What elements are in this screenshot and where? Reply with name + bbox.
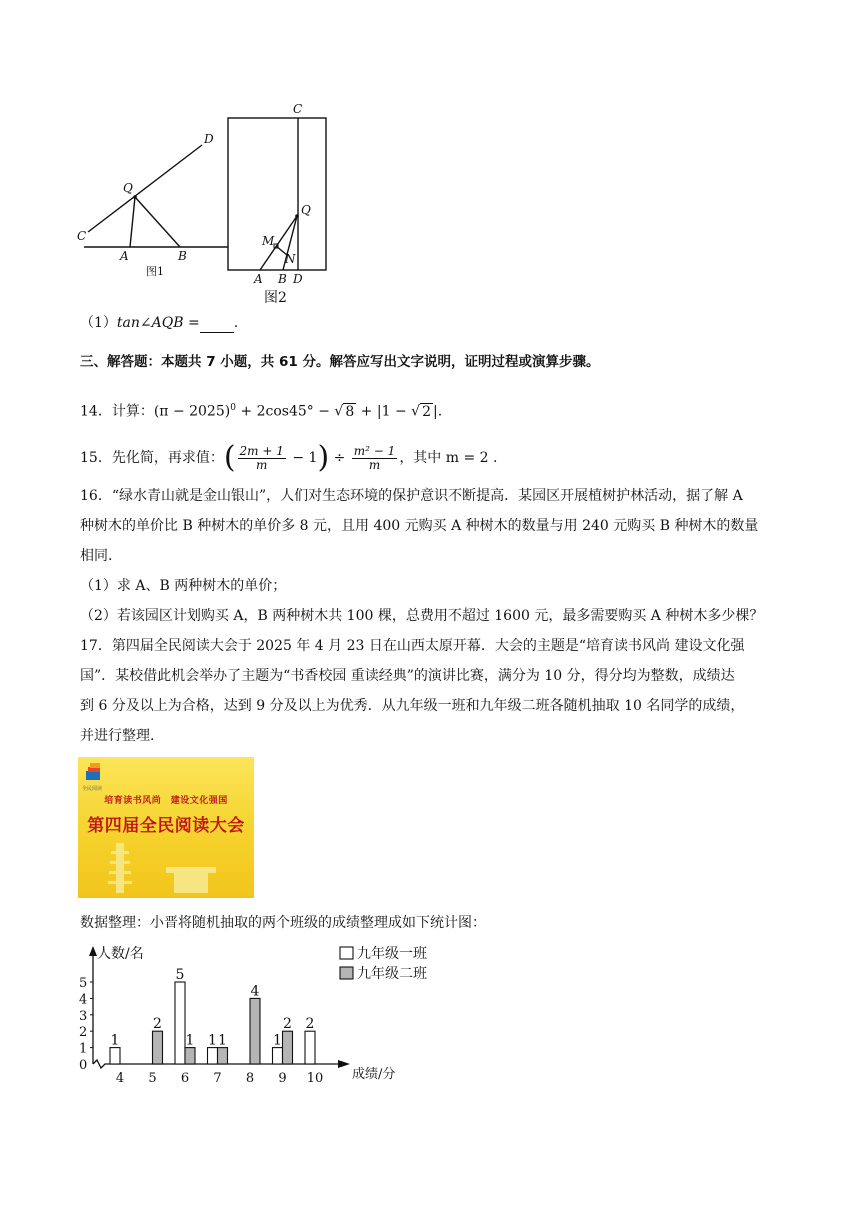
poster-brand: 全民阅读: [82, 786, 103, 792]
x-tick-label: 8: [245, 1071, 255, 1086]
x-tick-label: 4: [115, 1071, 125, 1086]
q15-frac1-den: m: [256, 457, 268, 472]
data-label: 2: [305, 1016, 315, 1033]
x-tick-label: 6: [180, 1071, 190, 1086]
fig1-line-qa: [130, 197, 135, 247]
q14-end: .: [437, 403, 443, 420]
data-label: 1: [273, 1032, 282, 1049]
fig1-label-d: D: [204, 132, 214, 146]
q15-div: ÷: [329, 450, 350, 466]
section3-heading: 三、解答题：本题共 7 小题，共 61 分。解答应写出文字说明，证明过程或演算步骤。: [80, 354, 600, 370]
fig1-label-b: B: [178, 249, 187, 263]
q14-prefix: 14．计算：: [80, 403, 154, 420]
data-label: 1: [185, 1032, 195, 1049]
data-label: 1: [218, 1032, 227, 1049]
q13-part1-prefix: （1）: [80, 315, 117, 331]
q14-part-b: + 2cos45° −: [235, 403, 335, 420]
data-label: 1: [208, 1032, 217, 1049]
bar-class1: [305, 1031, 315, 1064]
q15-frac2-num: m² − 1: [353, 443, 396, 458]
q14-abs-open: |1 −: [376, 403, 412, 420]
bar-class1: [110, 1048, 120, 1064]
q17-line1: 17．第四届全民阅读大会于 2025 年 4 月 23 日在山西太原开幕．大会的主题是“培育读书风尚 建设文化强: [80, 638, 745, 654]
fig2-label-n: N: [285, 252, 296, 266]
x-tick-label: 5: [148, 1071, 157, 1086]
answer-blank: [200, 318, 234, 333]
y-tick-label: 1: [79, 1041, 88, 1057]
bar-class2: [250, 998, 260, 1064]
bar-class2: [153, 1031, 163, 1064]
q15-minus-one: − 1: [287, 450, 318, 466]
q15-frac2-den: m: [368, 457, 381, 472]
q15-tail: ，其中 m = 2 .: [399, 450, 498, 466]
x-tick-label: 7: [213, 1071, 222, 1086]
q16-line3: 相同.: [80, 548, 113, 564]
q15-frac1-num: 2m + 1: [239, 443, 284, 458]
book-logo-icon: [84, 761, 104, 783]
q14: 14．计算：$(\pi - 2025)^0 + 2\cos 45^\circ$ − √ 8 + |1 − √ 2 |.: [80, 403, 443, 420]
fig1-label-a: A: [120, 249, 129, 263]
fig2-label-m: M: [262, 234, 275, 248]
poster-slogan: 培育读书风尚 建设文化强国: [104, 796, 228, 806]
q16-line2: 种树木的单价比 B 种树木的单价多 8 元，且用 400 元购买 A 种树木的数量与用 240 元购买 B 种树木的数量: [80, 518, 759, 534]
fig1-label-q: Q: [123, 181, 133, 195]
data-label: 4: [250, 983, 260, 1000]
q14-part-a: (π − 2025): [153, 403, 231, 420]
fig2-label-c: C: [293, 102, 303, 116]
fig1-line-cd: [88, 145, 202, 232]
q14-sqrt2: 2: [422, 403, 431, 420]
fig2-label-b: B: [278, 272, 287, 286]
bar-class1: [175, 982, 185, 1064]
data-intro: 数据整理：小晋将随机抽取的两个班级的成绩整理成如下统计图：: [80, 915, 486, 931]
q16-sub2: （2）若该园区计划购买 A，B 两种树木共 100 棵，总费用不超过 1600 元，最多需要购买 A 种树木多少棵？: [80, 608, 764, 624]
y-axis-label: 人数/名: [97, 946, 144, 962]
poster-title: 第四届全民阅读大会: [87, 816, 245, 836]
q17-line4: 并进行整理.: [80, 728, 155, 744]
q14-part-c: +: [356, 403, 377, 420]
bar-class2: [185, 1048, 195, 1064]
legend-label: 九年级一班: [357, 946, 427, 962]
bar-class1: [208, 1048, 218, 1064]
bar-class1: [273, 1048, 283, 1064]
data-label: 1: [110, 1032, 120, 1049]
pagoda-silhouette: [78, 837, 254, 898]
x-tick-label: 9: [278, 1071, 287, 1086]
y-tick-label: 4: [79, 992, 88, 1008]
bar-class2: [218, 1048, 228, 1064]
q17-line2: 国”．某校借此机会举办了主题为“书香校园 重读经典”的演讲比赛，满分为 10 分，得分均为整数，成绩达: [80, 668, 735, 684]
y-tick-label: 3: [79, 1008, 88, 1024]
q15: 15．先化简，再求值：( $\frac{2m + 1}{m}$ − 1) ÷ $\frac{\text{m² − 1}}{m}$ ，其中 m = 2 .: [80, 440, 498, 475]
q14-abs-close: |: [432, 403, 438, 420]
x-tick-label: 10: [306, 1071, 324, 1086]
legend-swatch: [340, 967, 353, 979]
q13-part1-expr: tan∠AQB =: [116, 315, 200, 331]
legend-swatch: [340, 947, 353, 959]
fig2-label-q: Q: [301, 203, 311, 217]
data-label: 2: [283, 1016, 292, 1033]
q13-part1-suffix: .: [233, 315, 239, 331]
q16-sub1: （1）求 A、B 两种树木的单价；: [80, 578, 287, 594]
y-tick-label: 2: [79, 1025, 88, 1041]
fig2-caption: 图2: [264, 290, 287, 306]
x-axis-arrow-icon: [338, 1060, 350, 1068]
y-tick-label: 0: [79, 1058, 88, 1073]
y-tick-label: 5: [79, 976, 88, 991]
bar-class2: [283, 1031, 293, 1064]
fig2-label-d: D: [293, 272, 303, 286]
fig1-label-c: C: [77, 229, 87, 243]
q14-sqrt8: 8: [345, 403, 355, 420]
data-label: 2: [153, 1016, 162, 1033]
q13-part1: [80, 313, 800, 333]
x-axis-label: 成绩/分: [352, 1067, 396, 1082]
fig1-line-qb: [135, 197, 180, 247]
y-axis-arrow-icon: [89, 946, 97, 956]
fig1-caption: 图1: [146, 265, 164, 278]
score-bar-chart: [60, 936, 460, 1091]
q17-line3: 到 6 分及以上为合格，达到 9 分及以上为优秀．从九年级一班和九年级二班各随机抽取 10 名同学的成绩，: [80, 698, 745, 714]
fig2-label-a: A: [254, 272, 263, 286]
q15-prefix: 15．先化简，再求值：: [80, 450, 224, 466]
geometry-figures: [0, 95, 860, 310]
legend-label: 九年级二班: [357, 966, 427, 982]
reading-conference-poster: [78, 757, 254, 898]
q16-line1: 16．“绿水青山就是金山银山”，人们对生态环境的保护意识不断提高．某园区开展植树护林活动，据了解 A: [80, 488, 743, 504]
data-label: 5: [175, 967, 185, 983]
q14-exp0: 0: [230, 403, 236, 413]
